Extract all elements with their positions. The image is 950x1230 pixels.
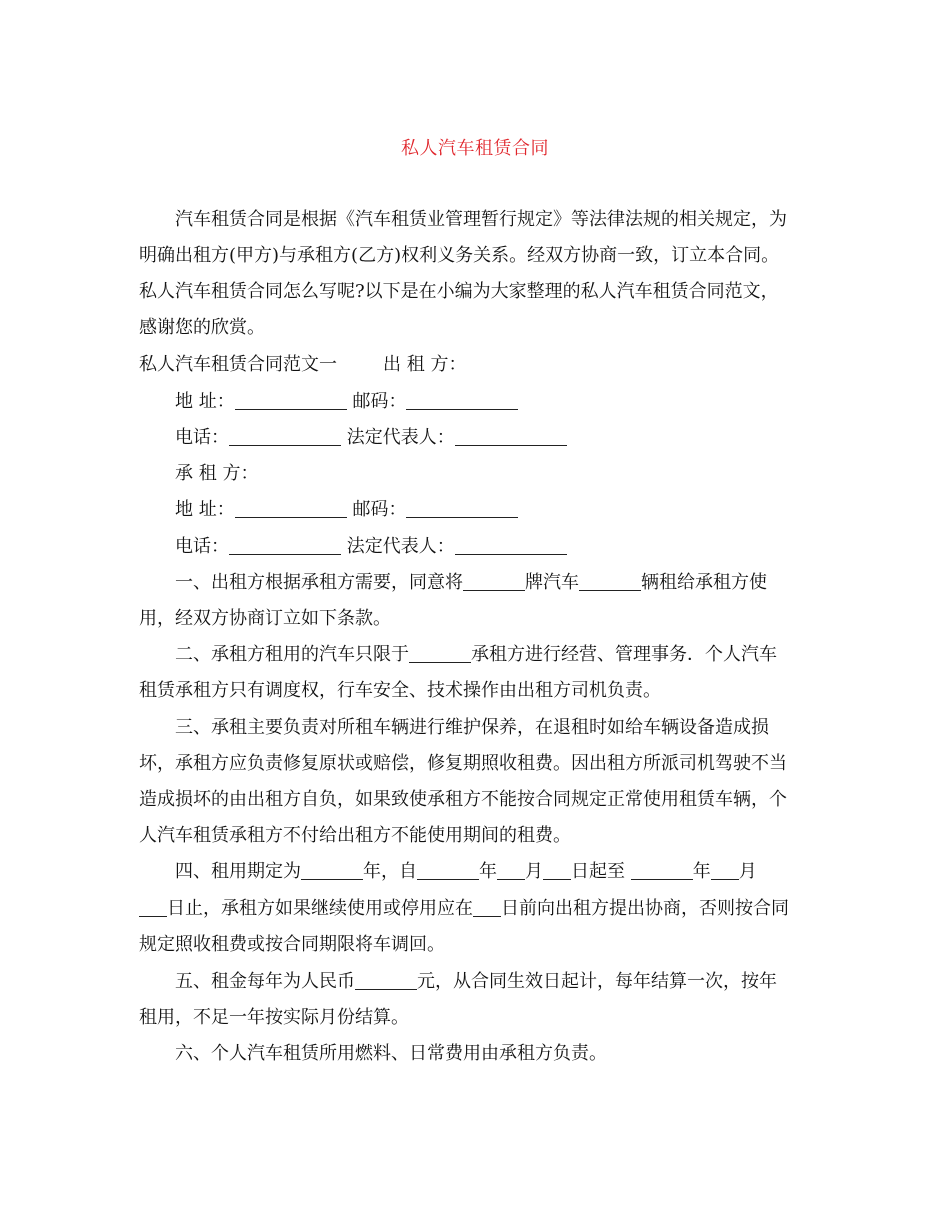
notice-days-blank — [473, 898, 501, 917]
clause-4-line-2 — [139, 897, 789, 921]
clause-3-line-1: 三、承租主要负责对所租车辆进行维护保养，在退租时如给车辆设备造成损 — [175, 717, 769, 738]
lessor-phone-line — [175, 426, 567, 450]
clause-text: 二、承租方租用的汽车只限于 — [175, 644, 409, 665]
clause-1-line-1 — [175, 571, 767, 595]
quantity-blank — [579, 572, 641, 591]
sample-heading-line — [139, 353, 466, 377]
address-label: 地 址： — [175, 391, 235, 412]
postcode-label: 邮码： — [352, 499, 407, 520]
clause-text: 五、租金每年为人民币 — [175, 971, 355, 992]
address-blank — [235, 499, 347, 518]
clause-text: 一、出租方根据承租方需要，同意将 — [175, 572, 463, 593]
intro-line-2: 明确出租方(甲方)与承租方(乙方)权利义务关系。经双方协商一致，订立本合同。 — [139, 245, 780, 266]
legal-rep-label: 法定代表人： — [346, 427, 455, 448]
clause-text: 年 — [692, 861, 711, 882]
clause-4-line-3: 规定照收租费或按合同期限将车调回。 — [139, 934, 445, 955]
clause-4-line-1 — [175, 860, 757, 884]
intro-line-1: 汽车租赁合同是根据《汽车租赁业管理暂行规定》等法律法规的相关规定，为 — [175, 209, 787, 230]
address-blank — [235, 391, 347, 410]
clause-text: 辆租给承租方使 — [641, 572, 767, 593]
clause-2-line-1 — [175, 643, 777, 667]
start-day-blank — [543, 861, 571, 880]
clause-text: 年，自 — [363, 861, 417, 882]
legal-rep-blank — [455, 536, 567, 555]
clause-6-line-1: 六、个人汽车租赁所用燃料、日常费用由承租方负责。 — [175, 1043, 607, 1064]
scope-blank — [409, 644, 471, 663]
legal-rep-label: 法定代表人： — [346, 536, 455, 557]
phone-blank — [229, 427, 341, 446]
document-title: 私人汽车租赁合同 — [401, 138, 549, 159]
phone-label: 电话： — [175, 427, 229, 448]
legal-rep-blank — [455, 427, 567, 446]
clause-text: 月 — [738, 861, 757, 882]
clause-text: 元，从合同生效日起计，每年结算一次，按年 — [417, 971, 777, 992]
address-label: 地 址： — [175, 499, 235, 520]
brand-blank — [463, 572, 525, 591]
clause-3-line-4: 人汽车租赁承租方不付给出租方不能使用期间的租费。 — [139, 825, 571, 846]
term-years-blank — [301, 861, 363, 880]
lessor-address-line — [175, 390, 518, 414]
clause-2-line-2: 租赁承租方只有调度权，行车安全、技术操作由出租方司机负责。 — [139, 680, 661, 701]
clause-text: 日起至 — [571, 861, 625, 882]
clause-text: 年 — [479, 861, 497, 882]
phone-label: 电话： — [175, 536, 229, 557]
lessee-label: 承 租 方： — [175, 463, 259, 484]
intro-line-4: 感谢您的欣赏。 — [139, 317, 265, 338]
phone-blank — [229, 536, 341, 555]
postcode-label: 邮码： — [352, 391, 407, 412]
clause-text: 月 — [525, 861, 543, 882]
clause-text: 牌汽车 — [525, 572, 579, 593]
start-year-blank — [417, 861, 479, 880]
lessee-address-line — [175, 498, 518, 522]
lessee-phone-line — [175, 535, 567, 559]
postcode-blank — [406, 499, 518, 518]
start-month-blank — [497, 861, 525, 880]
intro-line-3: 私人汽车租赁合同怎么写呢?以下是在小编为大家整理的私人汽车租赁合同范文， — [139, 281, 779, 302]
clause-text: 日前向出租方提出协商，否则按合同 — [501, 898, 789, 919]
clause-5-line-1 — [175, 970, 777, 994]
clause-text: 日止，承租方如果继续使用或停用应在 — [167, 898, 473, 919]
clause-5-line-2: 租用，不足一年按实际月份结算。 — [139, 1007, 409, 1028]
rent-amount-blank — [355, 971, 417, 990]
end-month-blank — [711, 861, 739, 880]
end-day-blank — [139, 898, 167, 917]
clause-3-line-2: 坏，承租方应负责修复原状或赔偿，修复期照收租费。因出租方所派司机驾驶不当 — [139, 753, 787, 774]
end-year-blank — [631, 861, 693, 880]
sample-heading: 私人汽车租赁合同范文一 — [139, 354, 337, 375]
postcode-blank — [406, 391, 518, 410]
clause-text: 四、租用期定为 — [175, 861, 301, 882]
clause-text: 承租方进行经营、管理事务．个人汽车 — [471, 644, 777, 665]
lessor-label: 出 租 方： — [383, 354, 467, 375]
clause-3-line-3: 造成损坏的由出租方自负，如果致使承租方不能按合同规定正常使用租赁车辆，个 — [139, 789, 787, 810]
clause-1-line-2: 用，经双方协商订立如下条款。 — [139, 608, 391, 629]
